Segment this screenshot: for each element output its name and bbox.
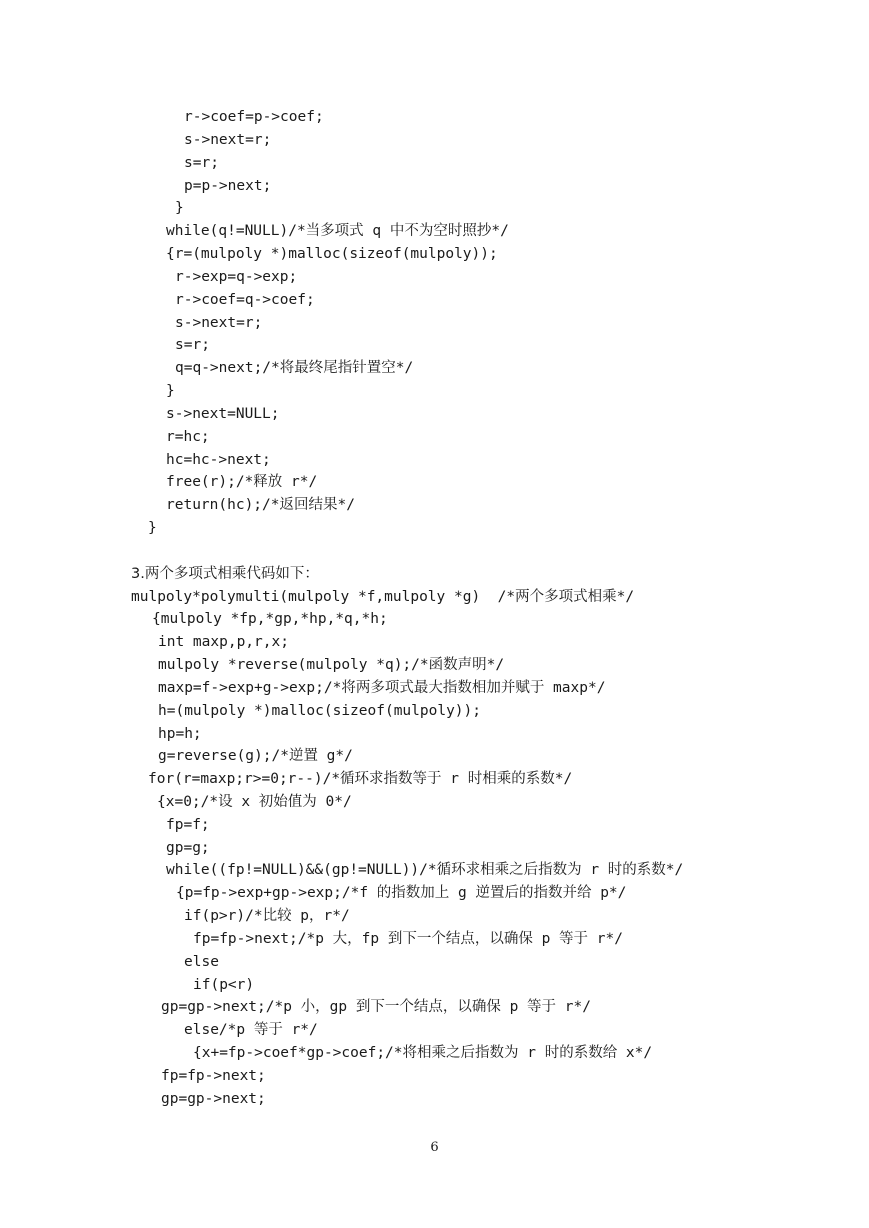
- code-line: r->coef=p->coef;: [184, 109, 324, 125]
- code-line: h=(mulpoly *)malloc(sizeof(mulpoly));: [158, 703, 482, 719]
- code-line: s=r;: [184, 155, 219, 171]
- code-line: }: [175, 200, 184, 216]
- code-line: return(hc);/*返回结果*/: [166, 497, 355, 513]
- code-line: {x=0;/*设 x 初始值为 0*/: [157, 794, 352, 810]
- code-line: }: [148, 520, 157, 536]
- code-line: hc=hc->next;: [166, 452, 271, 468]
- code-line: fp=f;: [166, 817, 210, 833]
- code-line: g=reverse(g);/*逆置 g*/: [158, 748, 353, 764]
- code-line: {mulpoly *fp,*gp,*hp,*q,*h;: [152, 611, 388, 627]
- code-line: if(p>r)/*比较 p，r*/: [184, 908, 350, 924]
- code-line: for(r=maxp;r>=0;r--)/*循环求指数等于 r 时相乘的系数*/: [148, 771, 573, 787]
- code-line: q=q->next;/*将最终尾指针置空*/: [175, 360, 414, 376]
- code-line: else: [184, 954, 219, 970]
- code-line: s->next=r;: [184, 132, 272, 148]
- code-line: hp=h;: [158, 726, 202, 742]
- code-line: fp=fp->next;/*p 大，fp 到下一个结点，以确保 p 等于 r*/: [193, 931, 623, 947]
- code-line: if(p<r): [193, 977, 255, 993]
- code-line: while(q!=NULL)/*当多项式 q 中不为空时照抄*/: [166, 223, 509, 239]
- code-line: else/*p 等于 r*/: [184, 1022, 318, 1038]
- section-heading: 3.两个多项式相乘代码如下：: [131, 566, 319, 582]
- code-line: s->next=NULL;: [166, 406, 280, 422]
- code-line: r->coef=q->coef;: [175, 292, 315, 308]
- code-line: int maxp,p,r,x;: [158, 634, 289, 650]
- code-line: {r=(mulpoly *)malloc(sizeof(mulpoly));: [166, 246, 498, 262]
- code-line: {p=fp->exp+gp->exp;/*f 的指数加上 g 逆置后的指数并给 p*/: [176, 885, 627, 901]
- code-line: fp=fp->next;: [161, 1068, 266, 1084]
- code-line: r->exp=q->exp;: [175, 269, 298, 285]
- code-line: mulpoly *reverse(mulpoly *q);/*函数声明*/: [158, 657, 505, 673]
- code-line: s=r;: [175, 337, 210, 353]
- code-line: r=hc;: [166, 429, 210, 445]
- code-line: gp=gp->next;: [161, 1091, 266, 1107]
- code-line: p=p->next;: [184, 178, 272, 194]
- code-line: gp=gp->next;/*p 小，gp 到下一个结点，以确保 p 等于 r*/: [161, 999, 591, 1015]
- code-line: gp=g;: [166, 840, 210, 856]
- code-line: mulpoly*polymulti(mulpoly *f,mulpoly *g) /*两个多项式相乘*/: [131, 589, 635, 605]
- code-line: free(r);/*释放 r*/: [166, 474, 318, 490]
- code-line: }: [166, 383, 175, 399]
- code-line: maxp=f->exp+g->exp;/*将两多项式最大指数相加并赋于 maxp*/: [158, 680, 606, 696]
- page-number: 6: [430, 1140, 439, 1155]
- code-line: while((fp!=NULL)&&(gp!=NULL))/*循环求相乘之后指数为 r 时的系数*/: [166, 862, 684, 878]
- code-line: {x+=fp->coef*gp->coef;/*将相乘之后指数为 r 时的系数给 x*/: [193, 1045, 653, 1061]
- code-line: s->next=r;: [175, 315, 263, 331]
